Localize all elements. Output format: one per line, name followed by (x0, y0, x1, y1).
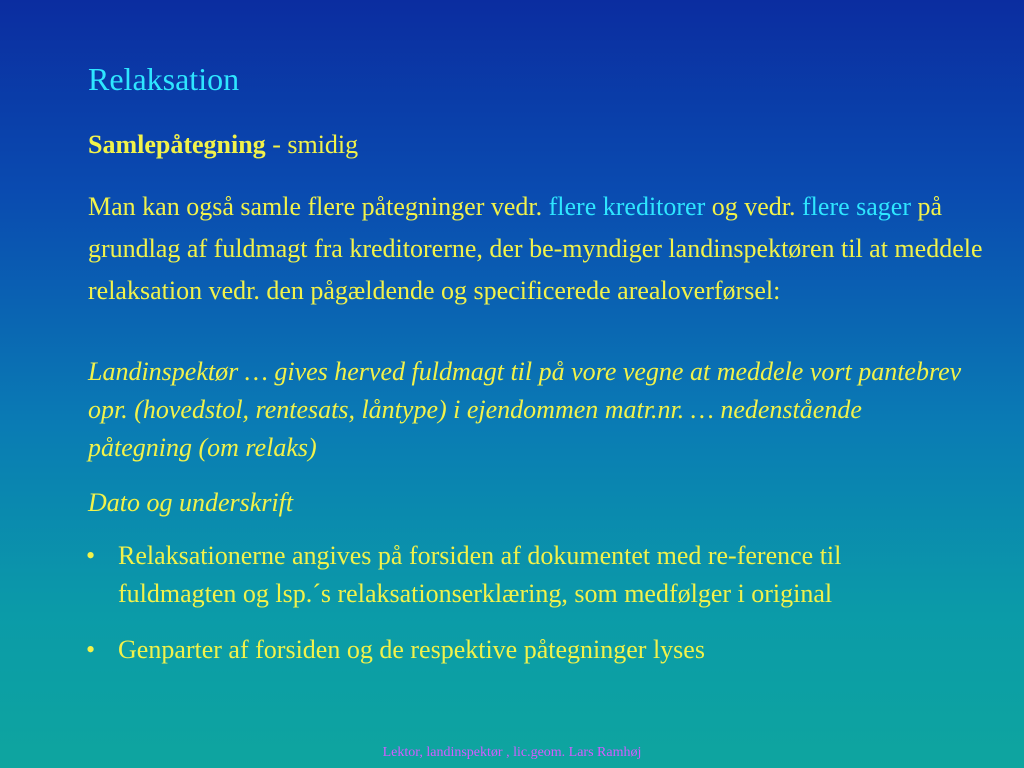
footer-credit: Lektor, landinspektør , lic.geom. Lars Ramhøj (382, 745, 642, 760)
quote-text: Landinspektør … gives herved fuldmagt til på vore vegne at meddele vort pantebrev opr. (hovedstol, rentesats, låntype) i ejendommen matr.nr. … nedenstående påtegning (om relaks) (88, 357, 962, 462)
signature-line: Dato og underskrift (88, 488, 294, 517)
paragraph-text-3: på grundlag af fuldmagt fra kreditorerne, der be-myndiger landinspektøren til at meddele relaksation vedr. den pågældende og specificerede arealoverførsel: (88, 192, 983, 305)
bullet-icon: • (86, 541, 96, 570)
paragraph-text-1: Man kan også samle flere påtegninger vedr. (88, 192, 549, 221)
bullet-text: Genparter af forsiden og de respektive påtegninger lyses (118, 635, 705, 664)
highlight-creditors: flere kreditorer (548, 192, 706, 221)
slide-title: Relaksation (88, 61, 240, 97)
highlight-cases: flere sager (802, 192, 911, 221)
subtitle-rest: - smidig (265, 130, 359, 159)
paragraph-text-2: og vedr. (705, 192, 803, 221)
bullet-text: Relaksationerne angives på forsiden af dokumentet med re-ference til fuldmagten og lsp.´s relaksationserklæring, som medfølger i original (118, 541, 842, 608)
body-paragraph (88, 186, 988, 312)
bullet-list (78, 537, 958, 687)
slide-subtitle (88, 127, 358, 163)
list-item (78, 631, 958, 669)
subtitle-bold: Samlepåtegning (88, 130, 266, 159)
bullet-icon: • (86, 635, 96, 664)
list-item (78, 537, 958, 613)
